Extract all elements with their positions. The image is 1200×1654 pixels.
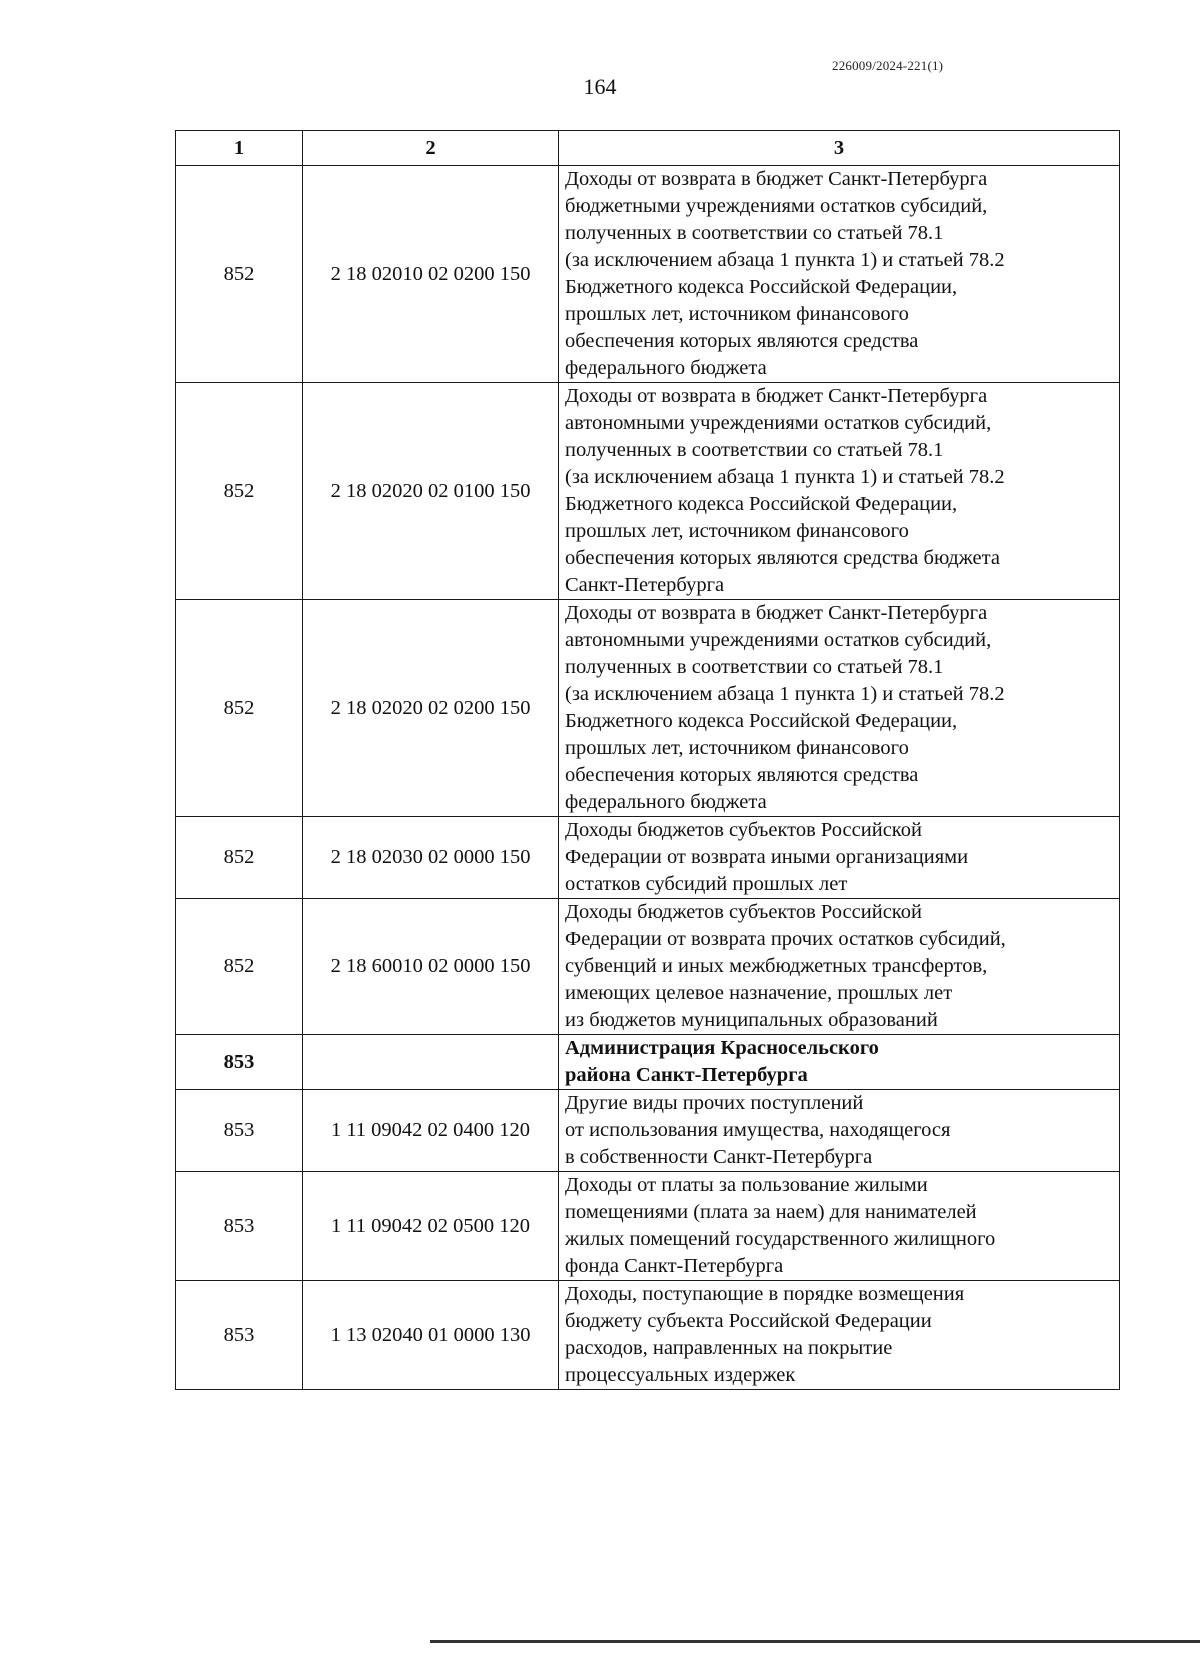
description-line: из бюджетов муниципальных образований: [565, 1009, 938, 1031]
page-number: 164: [583, 74, 617, 99]
description-line: фонда Санкт-Петербурга: [565, 1255, 784, 1277]
description-line: (за исключением абзаца 1 пункта 1) и статьей 78.2: [565, 683, 1005, 705]
revenue-code: 2 18 60010 02 0000 150: [303, 899, 559, 1035]
table-row-section-header: [176, 1035, 1120, 1090]
description-line: имеющих целевое назначение, прошлых лет: [565, 982, 953, 1004]
revenue-code: 1 11 09042 02 0400 120: [303, 1090, 559, 1172]
description-line: полученных в соответствии со статьей 78.1: [565, 222, 944, 244]
description-line: остатков субсидий прошлых лет: [565, 873, 848, 895]
description-line: федерального бюджета: [565, 791, 767, 813]
table-row: [176, 166, 1120, 383]
description-line: автономными учреждениями остатков субсидий,: [565, 629, 992, 651]
description-line: Доходы от возврата в бюджет Санкт-Петербурга: [565, 602, 988, 624]
revenue-description: [559, 899, 1120, 1035]
description-line: прошлых лет, источником финансового: [565, 520, 909, 542]
description-line: в собственности Санкт-Петербурга: [565, 1146, 873, 1168]
table-row: [176, 1281, 1120, 1390]
description-line: Бюджетного кодекса Российской Федерации,: [565, 493, 958, 515]
description-line: обеспечения которых являются средства бюджета: [565, 547, 1000, 569]
table-row: [176, 600, 1120, 817]
header-col-1: 1: [176, 131, 303, 166]
description-line: района Санкт-Петербурга: [565, 1064, 808, 1086]
description-line: процессуальных издержек: [565, 1364, 796, 1386]
description-line: (за исключением абзаца 1 пункта 1) и статьей 78.2: [565, 249, 1005, 271]
description-line: Доходы от возврата в бюджет Санкт-Петербурга: [565, 385, 988, 407]
description-line: автономными учреждениями остатков субсидий,: [565, 412, 992, 434]
revenue-description: [559, 383, 1120, 600]
description-line: бюджету субъекта Российской Федерации: [565, 1310, 932, 1332]
admin-code: 852: [176, 166, 303, 383]
description-line: обеспечения которых являются средства: [565, 764, 919, 786]
document-id: 226009/2024-221(1): [832, 58, 944, 73]
admin-code: 852: [176, 600, 303, 817]
revenue-code: 2 18 02010 02 0200 150: [303, 166, 559, 383]
description-line: жилых помещений государственного жилищного: [565, 1228, 996, 1250]
admin-code: 852: [176, 383, 303, 600]
revenue-description: [559, 600, 1120, 817]
table-row: [176, 899, 1120, 1035]
description-line: Федерации от возврата иными организациями: [565, 846, 969, 868]
description-line: прошлых лет, источником финансового: [565, 737, 909, 759]
description-line: Бюджетного кодекса Российской Федерации,: [565, 710, 958, 732]
table-row: [176, 383, 1120, 600]
description-line: обеспечения которых являются средства: [565, 330, 919, 352]
description-line: Санкт-Петербурга: [565, 574, 725, 596]
admin-code: 853: [176, 1035, 303, 1090]
revenue-description: [559, 817, 1120, 899]
revenue-code: 2 18 02030 02 0000 150: [303, 817, 559, 899]
description-line: субвенций и иных межбюджетных трансфертов,: [565, 955, 988, 977]
description-line: Доходы от платы за пользование жилыми: [565, 1174, 928, 1196]
description-line: помещениями (плата за наем) для нанимателей: [565, 1201, 977, 1223]
description-line: полученных в соответствии со статьей 78.1: [565, 439, 944, 461]
description-line: полученных в соответствии со статьей 78.1: [565, 656, 944, 678]
description-line: от использования имущества, находящегося: [565, 1119, 951, 1141]
description-line: Администрация Красносельского: [565, 1037, 879, 1059]
description-line: Доходы бюджетов субъектов Российской: [565, 819, 922, 841]
table-row: [176, 1172, 1120, 1281]
revenue-description: [559, 166, 1120, 383]
revenue-code: [303, 1035, 559, 1090]
administrator-name: [559, 1035, 1120, 1090]
table-header-row: [176, 131, 1120, 166]
description-line: Бюджетного кодекса Российской Федерации,: [565, 276, 958, 298]
header-col-3: 3: [559, 131, 1120, 166]
revenue-description: [559, 1281, 1120, 1390]
description-line: Другие виды прочих поступлений: [565, 1092, 864, 1114]
scan-edge-line: [430, 1640, 1200, 1643]
admin-code: 853: [176, 1172, 303, 1281]
revenue-description: [559, 1090, 1120, 1172]
description-line: Доходы бюджетов субъектов Российской: [565, 901, 922, 923]
description-line: Федерации от возврата прочих остатков субсидий,: [565, 928, 1006, 950]
revenue-code: 1 13 02040 01 0000 130: [303, 1281, 559, 1390]
admin-code: 852: [176, 817, 303, 899]
table-row: [176, 817, 1120, 899]
header-col-2: 2: [303, 131, 559, 166]
description-line: расходов, направленных на покрытие: [565, 1337, 893, 1359]
admin-code: 852: [176, 899, 303, 1035]
description-line: бюджетными учреждениями остатков субсидий,: [565, 195, 988, 217]
revenue-code: 1 11 09042 02 0500 120: [303, 1172, 559, 1281]
budget-code-table: [175, 130, 1120, 1390]
description-line: федерального бюджета: [565, 357, 767, 379]
admin-code: 853: [176, 1090, 303, 1172]
revenue-code: 2 18 02020 02 0200 150: [303, 600, 559, 817]
description-line: Доходы от возврата в бюджет Санкт-Петербурга: [565, 168, 988, 190]
revenue-code: 2 18 02020 02 0100 150: [303, 383, 559, 600]
description-line: Доходы, поступающие в порядке возмещения: [565, 1283, 965, 1305]
description-line: (за исключением абзаца 1 пункта 1) и статьей 78.2: [565, 466, 1005, 488]
admin-code: 853: [176, 1281, 303, 1390]
table-row: [176, 1090, 1120, 1172]
description-line: прошлых лет, источником финансового: [565, 303, 909, 325]
revenue-description: [559, 1172, 1120, 1281]
